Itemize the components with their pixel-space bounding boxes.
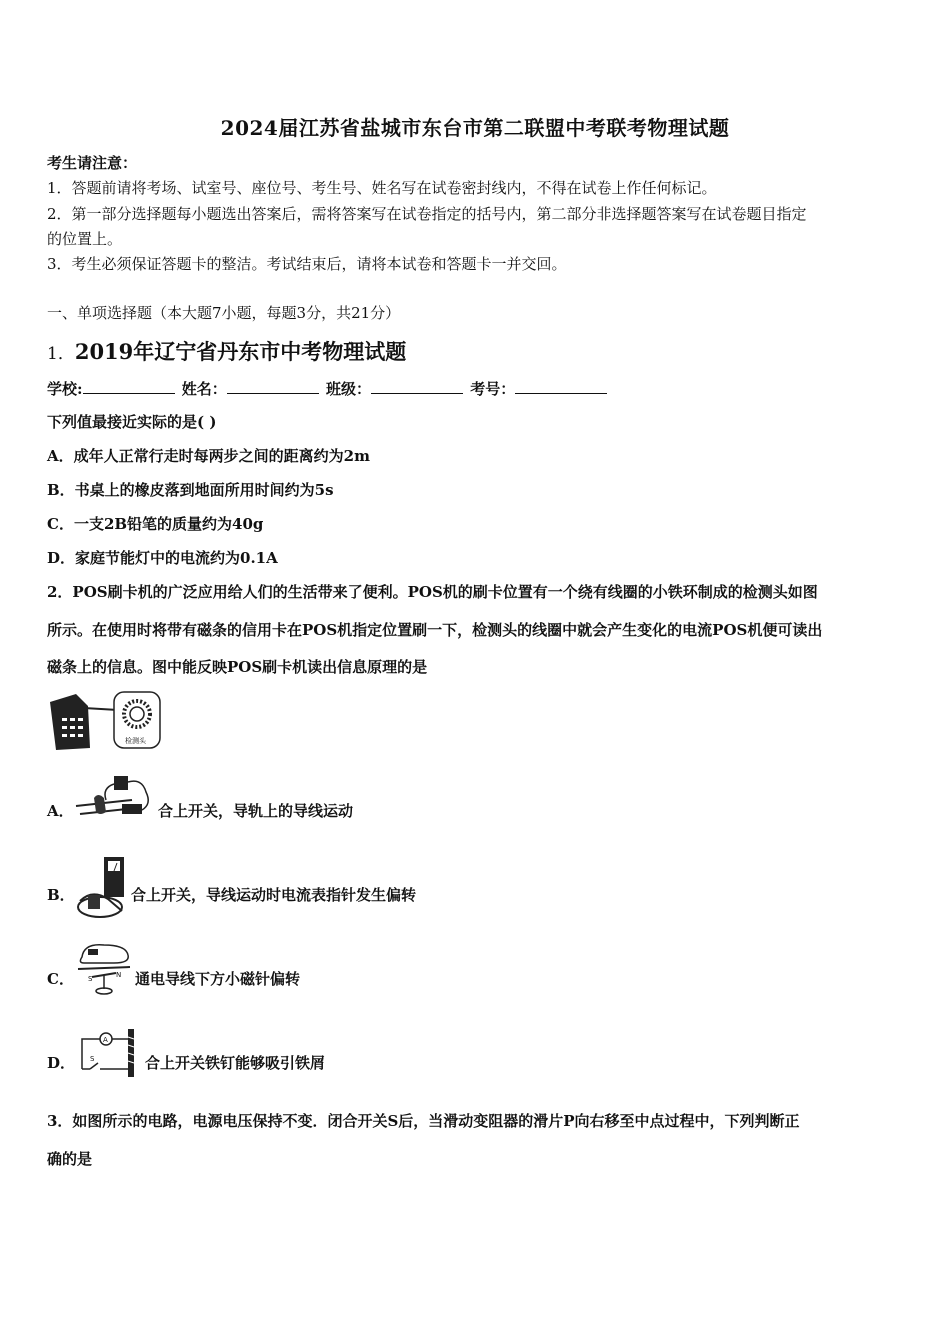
current-wire <box>78 967 130 969</box>
pos-keypad <box>62 718 83 737</box>
svg-text:S: S <box>88 975 93 983</box>
battery-switch-icon <box>114 776 128 790</box>
notice-item: 3．考生必须保证答题卡的整洁。考试结束后，请将本试卷和答题卡一并交回。 <box>47 255 567 273</box>
pos-machine-figure <box>46 688 164 754</box>
battery-icon <box>88 949 98 955</box>
detector-label: 检测头 <box>125 737 146 745</box>
field-name-blank[interactable] <box>227 379 319 394</box>
field-name-label: 姓名： <box>181 380 227 398</box>
q2-option-b-letter: B． <box>47 886 75 904</box>
field-class-blank[interactable] <box>371 379 463 394</box>
q3-line: 确的是 <box>47 1150 93 1168</box>
field-school-label: 学校: <box>47 380 83 398</box>
q2-option-a-letter: A． <box>47 802 74 820</box>
q2-option-c-text: 通电导线下方小磁针偏转 <box>135 970 301 988</box>
svg-text:N: N <box>116 971 122 979</box>
q1-option-a: A．成年人正常行走时每两步之间的距离约为2m <box>47 447 370 465</box>
field-class-label: 班级： <box>326 380 372 398</box>
q2-line: 所示。在使用时将带有磁条的信用卡在POS机指定位置刷一下，检测头的线圈中就会产生变化的电流POS机便可读出 <box>47 621 823 639</box>
electromagnet-nail-icon <box>76 1025 142 1081</box>
field-id-label: 考号： <box>470 380 516 398</box>
page-title: 2024届江苏省盐城市东台市第二联盟中考联考物理试题 <box>220 116 730 140</box>
q1-source-title: 2019年辽宁省丹东市中考物理试题 <box>74 339 407 364</box>
field-id-blank[interactable] <box>515 379 607 394</box>
q1-number: 1． <box>47 344 75 364</box>
svg-text:S: S <box>90 1055 95 1063</box>
q2-option-d-text: 合上开关铁钉能够吸引铁屑 <box>145 1054 326 1072</box>
q2-option-a-text: 合上开关，导轨上的导线运动 <box>158 802 354 820</box>
q2-option-d-letter: D． <box>47 1054 76 1072</box>
q1-stem: 下列值最接近实际的是( ) <box>47 413 217 431</box>
q2-line: 2．POS刷卡机的广泛应用给人们的生活带来了便利。POS机的刷卡位置有一个绕有线圈的小铁环制成的检测头如图 <box>47 583 818 601</box>
oersted-compass-icon <box>74 941 134 997</box>
q1-option-d: D．家庭节能灯中的电流约为0.1A <box>47 549 278 567</box>
motor-rails-icon <box>72 770 158 824</box>
notice-item: 1．答题前请将考场、试室号、座位号、考生号、姓名写在试卷密封线内，不得在试卷上作任何标记。 <box>47 179 717 197</box>
svg-text:A: A <box>103 1036 108 1044</box>
q2-option-c-letter: C． <box>47 970 74 988</box>
q1-heading <box>47 336 406 366</box>
field-school-blank[interactable] <box>83 379 175 394</box>
notice-heading: 考生请注意： <box>47 154 138 172</box>
switch-symbol <box>90 1063 98 1069</box>
q3-line: 3．如图所示的电路，电源电压保持不变．闭合开关S后，当滑动变阻器的滑片P向右移至中点过程中，下列判断正 <box>47 1112 800 1130</box>
q1-info-fields <box>47 378 609 399</box>
q1-option-b: B．书桌上的橡皮落到地面所用时间约为5s <box>47 481 334 499</box>
pos-machine-body <box>50 694 90 750</box>
section-heading: 一、单项选择题（本大题7小题，每题3分，共21分） <box>47 304 401 322</box>
q2-option-b-text: 合上开关，导线运动时电流表指针发生偏转 <box>131 886 417 904</box>
notice-item: 2．第一部分选择题每小题选出答案后，需将答案写在试卷指定的括号内，第二部分非选择题答案写在试卷题目指定 <box>47 205 807 223</box>
q2-line: 磁条上的信息。图中能反映POS刷卡机读出信息原理的是 <box>47 658 428 676</box>
generator-ammeter-icon <box>72 855 130 921</box>
notice-item: 的位置上。 <box>47 230 123 248</box>
q1-option-c: C．一支2B铅笔的质量约为40g <box>47 515 264 533</box>
